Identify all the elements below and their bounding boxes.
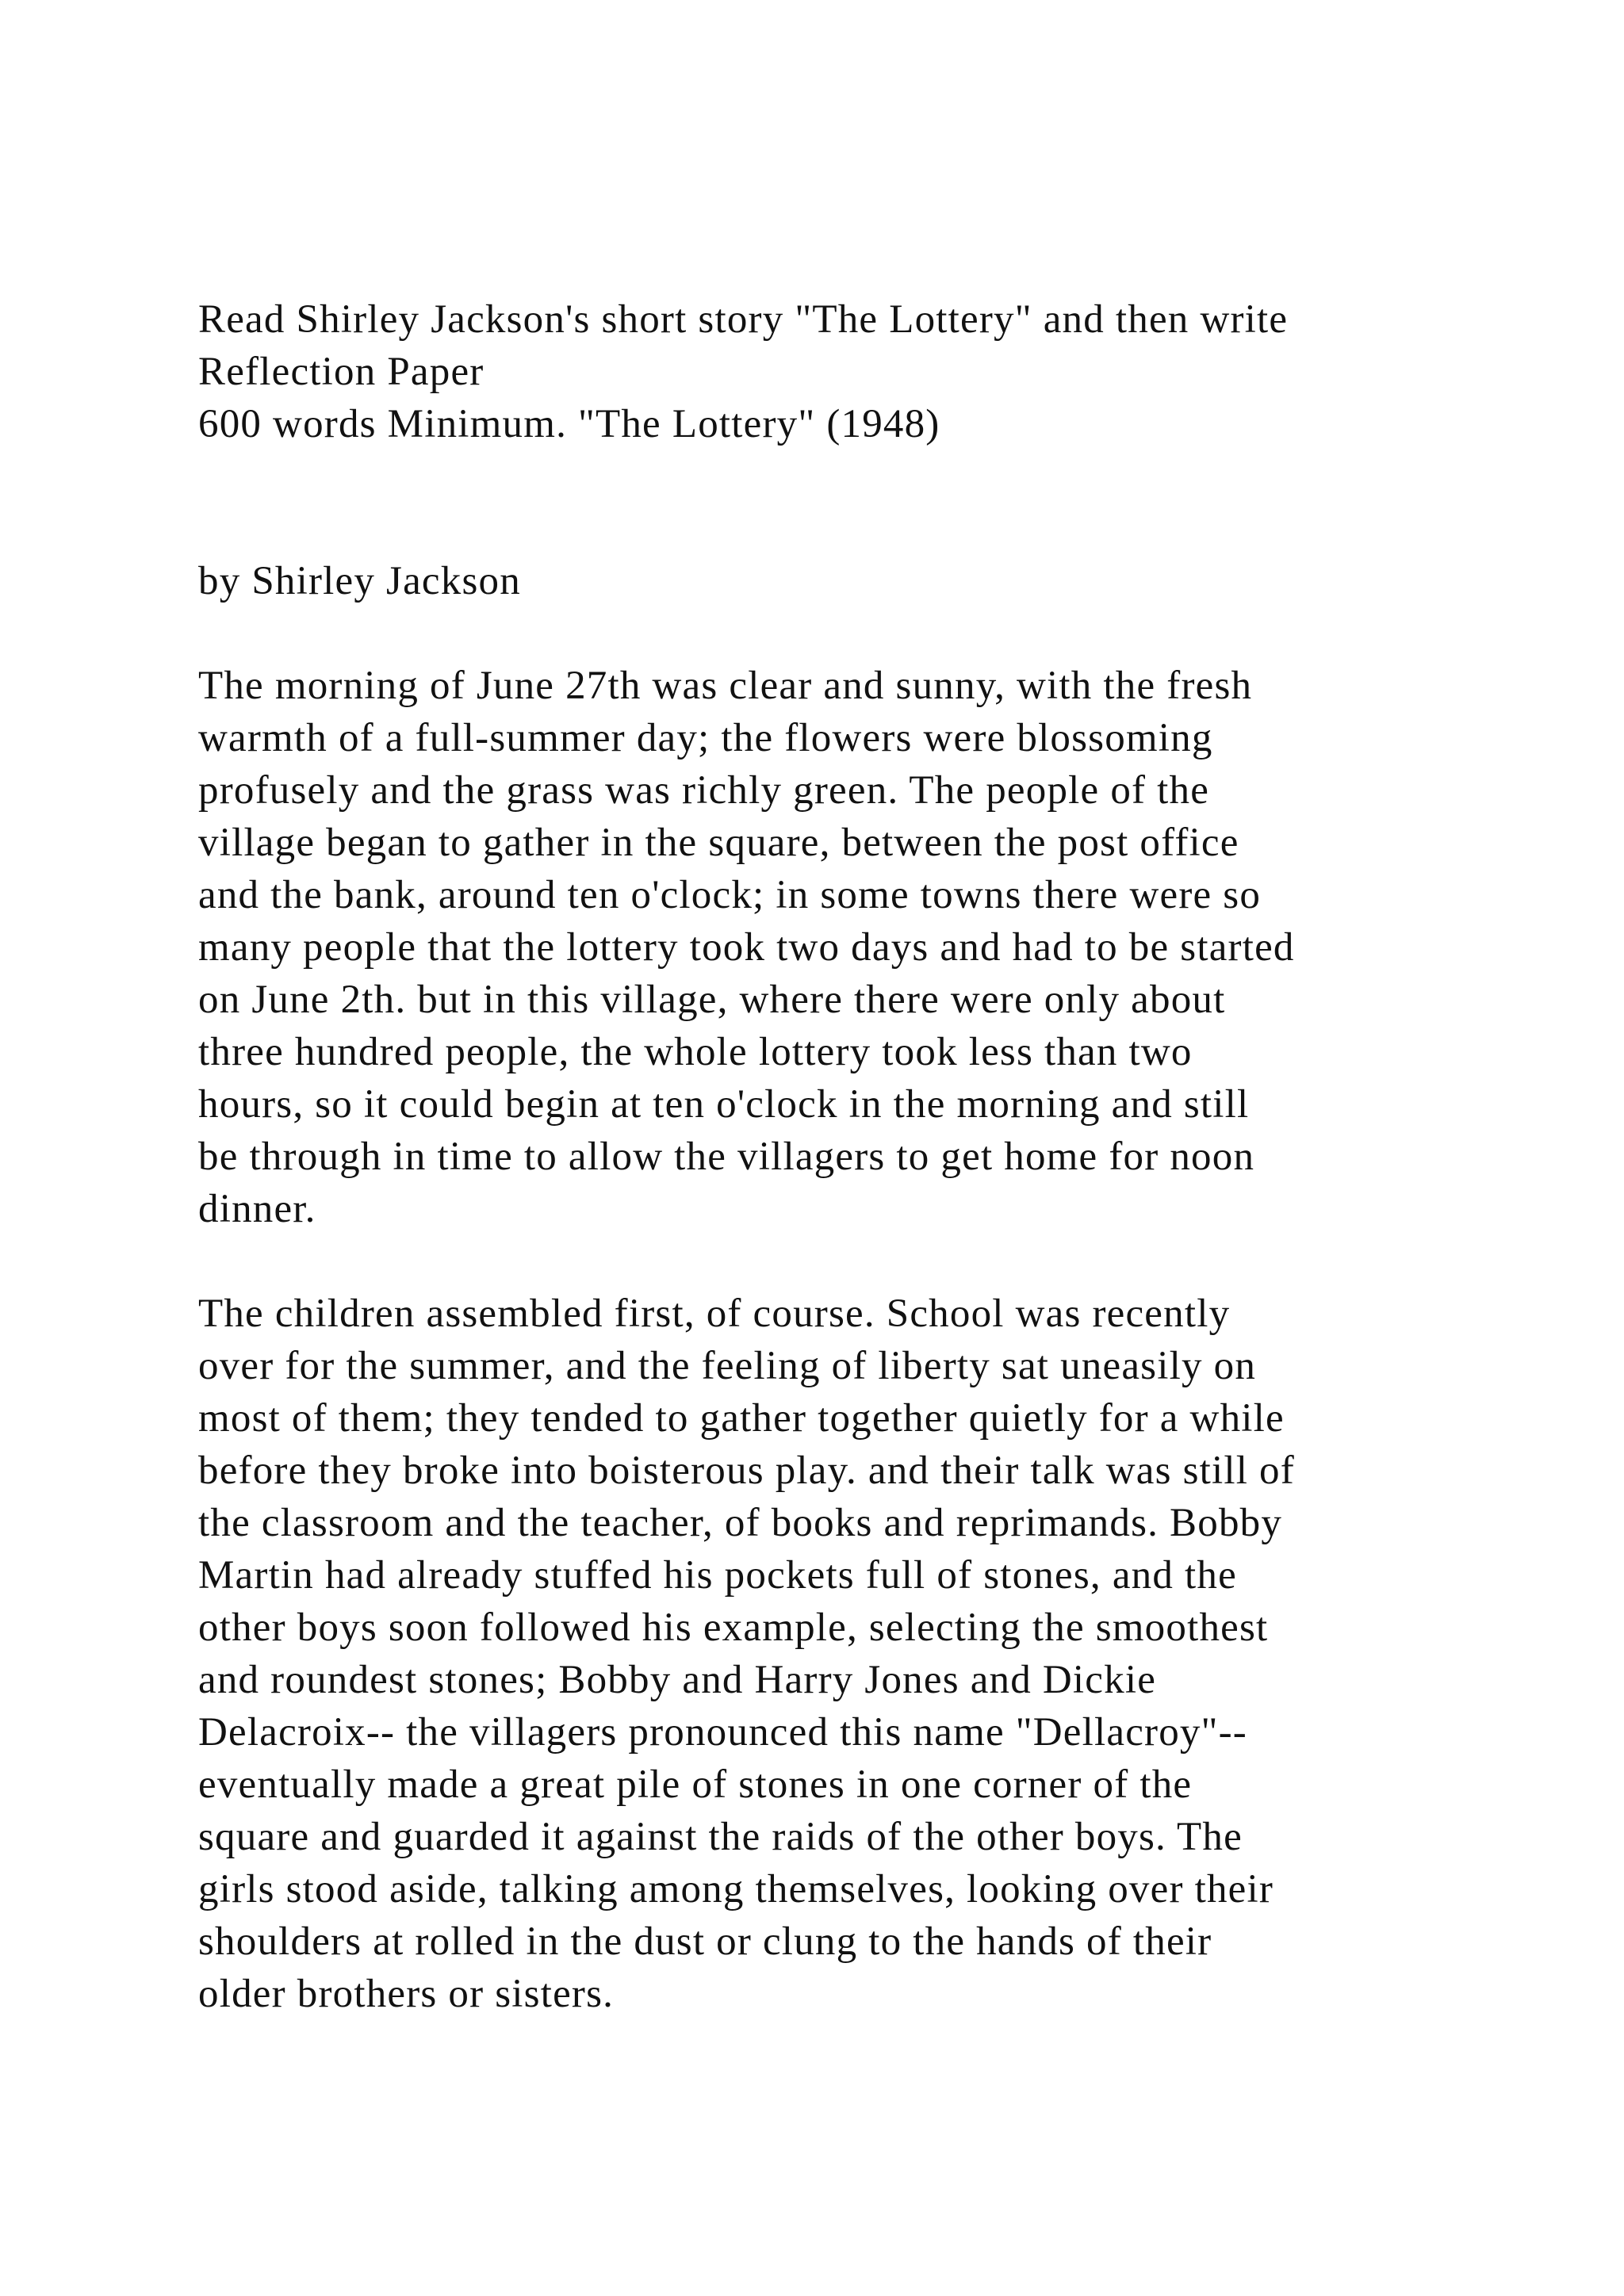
paragraph-line: The morning of June 27th was clear and sunny, with the fresh: [198, 664, 1253, 708]
paragraph-line: eventually made a great pile of stones in one corner of the: [198, 1762, 1193, 1807]
spacer: [198, 450, 1499, 555]
paragraph-line: other boys soon followed his example, selecting the smoothest: [198, 1605, 1269, 1650]
paragraph-line: the classroom and the teacher, of books and reprimands. Bobby: [198, 1501, 1283, 1545]
paragraph-line: before they broke into boisterous play. and their talk was still of: [198, 1448, 1295, 1493]
paragraph-line: older brothers or sisters.: [198, 1972, 615, 2016]
paragraph-line: shoulders at rolled in the dust or clung to the hands of their: [198, 1919, 1212, 1964]
assignment-header: [198, 293, 1499, 450]
paragraph-line: many people that the lottery took two days and had to be started: [198, 925, 1295, 970]
paragraph-line: and roundest stones; Bobby and Harry Jones and Dickie: [198, 1658, 1157, 1702]
paragraph-line: be through in time to allow the villagers to get home for noon: [198, 1135, 1255, 1179]
paragraph-line: hours, so it could begin at ten o'clock in the morning and still: [198, 1082, 1250, 1127]
byline: by Shirley Jackson: [198, 559, 521, 603]
paragraph-line: three hundred people, the whole lottery took less than two: [198, 1030, 1193, 1074]
paragraph-line: dinner.: [198, 1187, 316, 1231]
spacer: [198, 607, 1499, 660]
paragraph-line: over for the summer, and the feeling of liberty sat uneasily on: [198, 1344, 1257, 1388]
paragraph-line: and the bank, around ten o'clock; in some towns there were so: [198, 873, 1262, 917]
paragraph-line: village began to gather in the square, between the post office: [198, 821, 1239, 865]
paragraph-line: Delacroix-- the villagers pronounced this name "Dellacroy"--: [198, 1710, 1247, 1755]
paragraph-line: on June 2th. but in this village, where there were only about: [198, 978, 1226, 1022]
paragraph-line: most of them; they tended to gather together quietly for a while: [198, 1396, 1285, 1441]
header-line: Read Shirley Jackson's short story "The Lottery" and then write: [198, 297, 1289, 342]
spacer: [198, 1235, 1499, 1288]
document-body: [198, 293, 1499, 2020]
header-line: Reflection Paper: [198, 350, 485, 394]
paragraph-line: Martin had already stuffed his pockets full of stones, and the: [198, 1553, 1237, 1598]
paragraph-2: [198, 1288, 1499, 2020]
header-line: 600 words Minimum. "The Lottery" (1948): [198, 402, 940, 446]
paragraph-line: square and guarded it against the raids of the other boys. The: [198, 1815, 1243, 1859]
paragraph-line: profusely and the grass was richly green. The people of the: [198, 768, 1210, 813]
paragraph-1: [198, 660, 1499, 1235]
paragraph-line: girls stood aside, talking among themselves, looking over their: [198, 1867, 1274, 1911]
paragraph-line: The children assembled first, of course. School was recently: [198, 1292, 1231, 1336]
paragraph-line: warmth of a full-summer day; the flowers were blossoming: [198, 716, 1213, 760]
